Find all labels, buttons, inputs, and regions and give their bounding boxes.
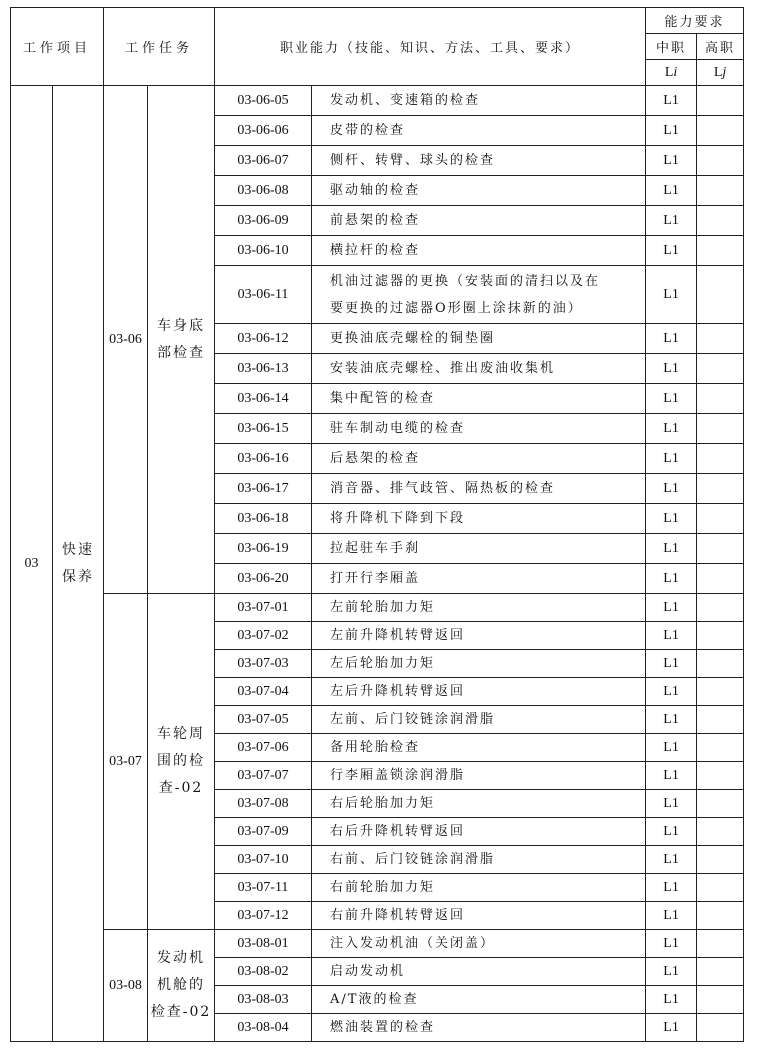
item-level: L1 xyxy=(646,846,697,874)
item-level-high xyxy=(697,444,744,474)
item-code: 03-06-15 xyxy=(215,414,312,444)
item-level-high xyxy=(697,534,744,564)
item-level-high xyxy=(697,236,744,266)
item-desc: 后悬架的检查 xyxy=(312,444,646,474)
project-name xyxy=(53,86,104,1042)
item-code: 03-06-12 xyxy=(215,324,312,354)
header-li-label: i xyxy=(673,64,678,80)
item-level: L1 xyxy=(646,958,697,986)
item-code: 03-07-09 xyxy=(215,818,312,846)
header-row-1 xyxy=(11,8,744,34)
item-desc: 安装油底壳螺栓、推出废油收集机 xyxy=(312,354,646,384)
item-code: 03-06-17 xyxy=(215,474,312,504)
item-desc: 右后轮胎加力矩 xyxy=(312,790,646,818)
item-level: L1 xyxy=(646,818,697,846)
item-desc: 右前、后门铰链涂润滑脂 xyxy=(312,846,646,874)
item-desc: A/T液的检查 xyxy=(312,986,646,1014)
item-code: 03-07-08 xyxy=(215,790,312,818)
item-desc: 横拉杆的检查 xyxy=(312,236,646,266)
item-level: L1 xyxy=(646,444,697,474)
item-desc: 左前、后门铰链涂润滑脂 xyxy=(312,706,646,734)
item-level: L1 xyxy=(646,734,697,762)
item-desc: 右后升降机转臂返回 xyxy=(312,818,646,846)
item-code: 03-08-03 xyxy=(215,986,312,1014)
item-code: 03-07-12 xyxy=(215,902,312,930)
item-code: 03-06-20 xyxy=(215,564,312,594)
item-code: 03-07-03 xyxy=(215,650,312,678)
item-level: L1 xyxy=(646,414,697,444)
item-code: 03-07-11 xyxy=(215,874,312,902)
item-code: 03-07-05 xyxy=(215,706,312,734)
item-level-high xyxy=(697,384,744,414)
task-name-line: 发动机 xyxy=(157,950,206,966)
project-code: 03 xyxy=(11,86,53,1042)
item-level-high xyxy=(697,958,744,986)
item-desc: 注入发动机油（关闭盖） xyxy=(312,930,646,958)
item-code: 03-08-01 xyxy=(215,930,312,958)
item-code: 03-06-16 xyxy=(215,444,312,474)
item-level-high xyxy=(697,474,744,504)
item-level-high xyxy=(697,504,744,534)
task-code: 03-07 xyxy=(104,594,148,930)
table-row xyxy=(11,86,744,116)
item-desc-line: 机油过滤器的更换（安装面的清扫以及在 xyxy=(330,273,601,289)
header-work-task: 工作任务 xyxy=(104,8,215,86)
item-level-high xyxy=(697,986,744,1014)
item-code: 03-06-13 xyxy=(215,354,312,384)
item-code: 03-06-09 xyxy=(215,206,312,236)
item-level-high xyxy=(697,762,744,790)
item-level-high xyxy=(697,324,744,354)
item-level-high xyxy=(697,564,744,594)
task-name-line: 部检查 xyxy=(157,344,206,361)
item-desc: 拉起驻车手刹 xyxy=(312,534,646,564)
item-level: L1 xyxy=(646,206,697,236)
capability-table xyxy=(10,7,744,1042)
page xyxy=(10,7,744,1042)
task-name xyxy=(148,930,215,1042)
item-level: L1 xyxy=(646,790,697,818)
item-level-high xyxy=(697,650,744,678)
header-lj: Lj xyxy=(697,60,744,86)
item-level: L1 xyxy=(646,354,697,384)
item-desc xyxy=(312,266,646,324)
item-level-high xyxy=(697,206,744,236)
item-desc: 侧杆、转臂、球头的检查 xyxy=(312,146,646,176)
item-level: L1 xyxy=(646,266,697,324)
item-level-high xyxy=(697,678,744,706)
item-level: L1 xyxy=(646,930,697,958)
item-code: 03-07-02 xyxy=(215,622,312,650)
item-level-high xyxy=(697,734,744,762)
item-level-high xyxy=(697,146,744,176)
item-level-high xyxy=(697,354,744,384)
item-level: L1 xyxy=(646,564,697,594)
task-name-line: 机舱的 xyxy=(157,977,206,993)
header-lj-label: j xyxy=(722,64,727,80)
task-name-line: 检查-02 xyxy=(150,1004,212,1020)
item-code: 03-06-19 xyxy=(215,534,312,564)
item-level-high xyxy=(697,414,744,444)
item-level: L1 xyxy=(646,504,697,534)
item-desc: 皮带的检查 xyxy=(312,116,646,146)
item-desc: 行李厢盖锁涂润滑脂 xyxy=(312,762,646,790)
task-name xyxy=(148,86,215,594)
item-level: L1 xyxy=(646,902,697,930)
item-level-high xyxy=(697,706,744,734)
item-desc: 燃油装置的检查 xyxy=(312,1014,646,1042)
item-code: 03-06-08 xyxy=(215,176,312,206)
item-level: L1 xyxy=(646,622,697,650)
header-high-level: 高职 xyxy=(697,34,744,60)
item-level: L1 xyxy=(646,874,697,902)
item-code: 03-07-07 xyxy=(215,762,312,790)
item-level: L1 xyxy=(646,706,697,734)
item-code: 03-07-04 xyxy=(215,678,312,706)
item-level: L1 xyxy=(646,384,697,414)
item-desc: 左后升降机转臂返回 xyxy=(312,678,646,706)
header-li: Li xyxy=(646,60,697,86)
item-level: L1 xyxy=(646,650,697,678)
item-level: L1 xyxy=(646,986,697,1014)
item-code: 03-06-18 xyxy=(215,504,312,534)
item-desc: 更换油底壳螺栓的铜垫圈 xyxy=(312,324,646,354)
project-name-line: 快速 xyxy=(62,541,94,558)
item-code: 03-07-01 xyxy=(215,594,312,622)
item-desc: 左前轮胎加力矩 xyxy=(312,594,646,622)
task-name-line: 查-02 xyxy=(158,780,204,796)
item-code: 03-07-06 xyxy=(215,734,312,762)
item-desc: 发动机、变速箱的检查 xyxy=(312,86,646,116)
item-level-high xyxy=(697,594,744,622)
task-name-line: 车身底 xyxy=(157,317,206,334)
item-level: L1 xyxy=(646,534,697,564)
task-code: 03-08 xyxy=(104,930,148,1042)
table-row xyxy=(11,594,744,622)
item-level: L1 xyxy=(646,146,697,176)
item-desc: 前悬架的检查 xyxy=(312,206,646,236)
header-mid-level: 中职 xyxy=(646,34,697,60)
item-desc: 消音器、排气歧管、隔热板的检查 xyxy=(312,474,646,504)
project-name-line: 保养 xyxy=(62,568,94,585)
item-level: L1 xyxy=(646,594,697,622)
item-desc: 右前升降机转臂返回 xyxy=(312,902,646,930)
item-desc: 备用轮胎检查 xyxy=(312,734,646,762)
table-row xyxy=(11,930,744,958)
item-level-high xyxy=(697,622,744,650)
task-code: 03-06 xyxy=(104,86,148,594)
item-code: 03-07-10 xyxy=(215,846,312,874)
item-level: L1 xyxy=(646,116,697,146)
item-desc: 将升降机下降到下段 xyxy=(312,504,646,534)
item-level: L1 xyxy=(646,1014,697,1042)
item-code: 03-06-07 xyxy=(215,146,312,176)
item-level-high xyxy=(697,86,744,116)
item-desc: 左后轮胎加力矩 xyxy=(312,650,646,678)
item-code: 03-08-04 xyxy=(215,1014,312,1042)
task-name-line: 围的检 xyxy=(157,753,206,769)
item-level-high xyxy=(697,1014,744,1042)
item-desc-line: 要更换的过滤器O形圈上涂抹新的油） xyxy=(330,300,583,316)
item-level: L1 xyxy=(646,678,697,706)
item-level: L1 xyxy=(646,474,697,504)
item-desc: 驱动轴的检查 xyxy=(312,176,646,206)
item-level-high xyxy=(697,116,744,146)
item-level-high xyxy=(697,176,744,206)
item-level-high xyxy=(697,818,744,846)
item-level: L1 xyxy=(646,86,697,116)
item-level: L1 xyxy=(646,236,697,266)
item-code: 03-06-11 xyxy=(215,266,312,324)
header-requirement: 能力要求 xyxy=(646,8,744,34)
item-level-high xyxy=(697,930,744,958)
item-level: L1 xyxy=(646,324,697,354)
item-level-high xyxy=(697,790,744,818)
item-level: L1 xyxy=(646,176,697,206)
item-level: L1 xyxy=(646,762,697,790)
item-code: 03-06-05 xyxy=(215,86,312,116)
item-desc: 集中配管的检查 xyxy=(312,384,646,414)
header-work-project: 工作项目 xyxy=(11,8,104,86)
item-code: 03-08-02 xyxy=(215,958,312,986)
item-desc: 驻车制动电缆的检查 xyxy=(312,414,646,444)
item-level-high xyxy=(697,266,744,324)
item-code: 03-06-14 xyxy=(215,384,312,414)
item-level-high xyxy=(697,902,744,930)
item-desc: 启动发动机 xyxy=(312,958,646,986)
item-level-high xyxy=(697,874,744,902)
item-desc: 打开行李厢盖 xyxy=(312,564,646,594)
item-code: 03-06-06 xyxy=(215,116,312,146)
item-desc: 右前轮胎加力矩 xyxy=(312,874,646,902)
item-code: 03-06-10 xyxy=(215,236,312,266)
task-name xyxy=(148,594,215,930)
item-desc: 左前升降机转臂返回 xyxy=(312,622,646,650)
item-level-high xyxy=(697,846,744,874)
task-name-line: 车轮周 xyxy=(157,726,206,742)
header-capability: 职业能力（技能、知识、方法、工具、要求） xyxy=(215,8,646,86)
